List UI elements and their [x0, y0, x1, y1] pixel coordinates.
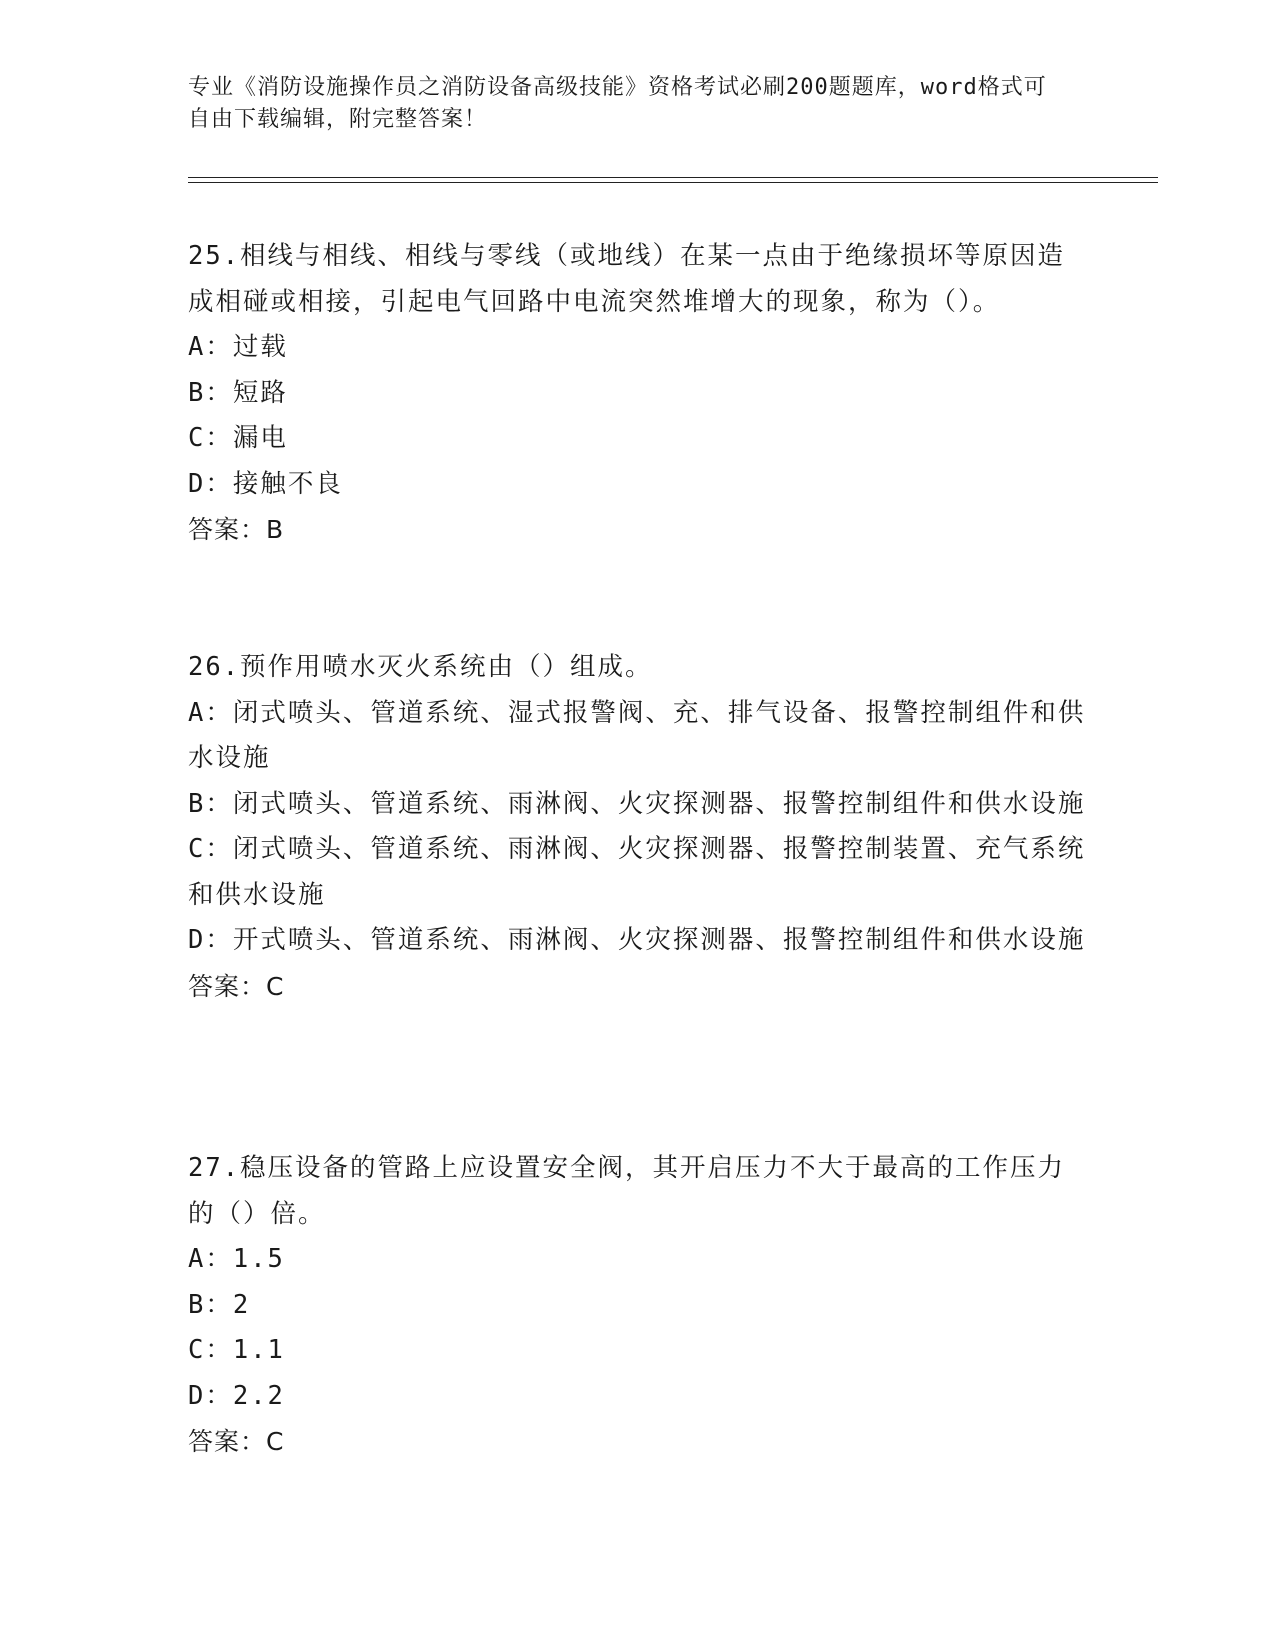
answer: 答案：C: [188, 971, 285, 1001]
option-d: D：接触不良: [188, 468, 343, 499]
option-c: C：1.1: [188, 1335, 285, 1365]
option-a: A：闭式喷头、管道系统、湿式报警阀、充、排气设备、报警控制组件和供水设施: [188, 697, 1086, 773]
question-stem: 25.相线与相线、相线与零线（或地线）在某一点由于绝缘损坏等原因造成相碰或相接，引起电气回路中电流突然堆增大的现象，称为（）。: [188, 241, 1066, 317]
option-d: D：开式喷头、管道系统、雨淋阀、火灾探测器、报警控制组件和供水设施: [188, 925, 1086, 955]
option-d: D：2.2: [188, 1380, 285, 1411]
question-stem: 26.预作用喷水灭火系统由（）组成。: [188, 652, 653, 682]
option-a: A：过载: [188, 332, 288, 362]
option-a: A：1.5: [188, 1244, 285, 1274]
answer: 答案：C: [188, 1427, 285, 1456]
option-c: C：漏电: [188, 423, 288, 453]
question-stem: 27.稳压设备的管路上应设置安全阀，其开启压力不大于最高的工作压力的（）倍。: [188, 1153, 1066, 1229]
question-27: [188, 1146, 1088, 1465]
header-divider-top: [188, 177, 1158, 178]
option-c: C：闭式喷头、管道系统、雨淋阀、火灾探测器、报警控制装置、充气系统和供水设施: [188, 834, 1086, 910]
answer: 答案：B: [188, 515, 285, 544]
question-26: [188, 645, 1088, 1009]
header-divider-bottom: [188, 182, 1158, 183]
option-b: B：闭式喷头、管道系统、雨淋阀、火灾探测器、报警控制组件和供水设施: [188, 788, 1086, 819]
option-b: B：短路: [188, 377, 288, 408]
option-b: B：2: [188, 1289, 251, 1320]
document-header: 专业《消防设施操作员之消防设备高级技能》资格考试必刷200题题库，word格式可自由下载编辑，附完整答案！: [188, 75, 1047, 132]
question-25: [188, 234, 1088, 553]
